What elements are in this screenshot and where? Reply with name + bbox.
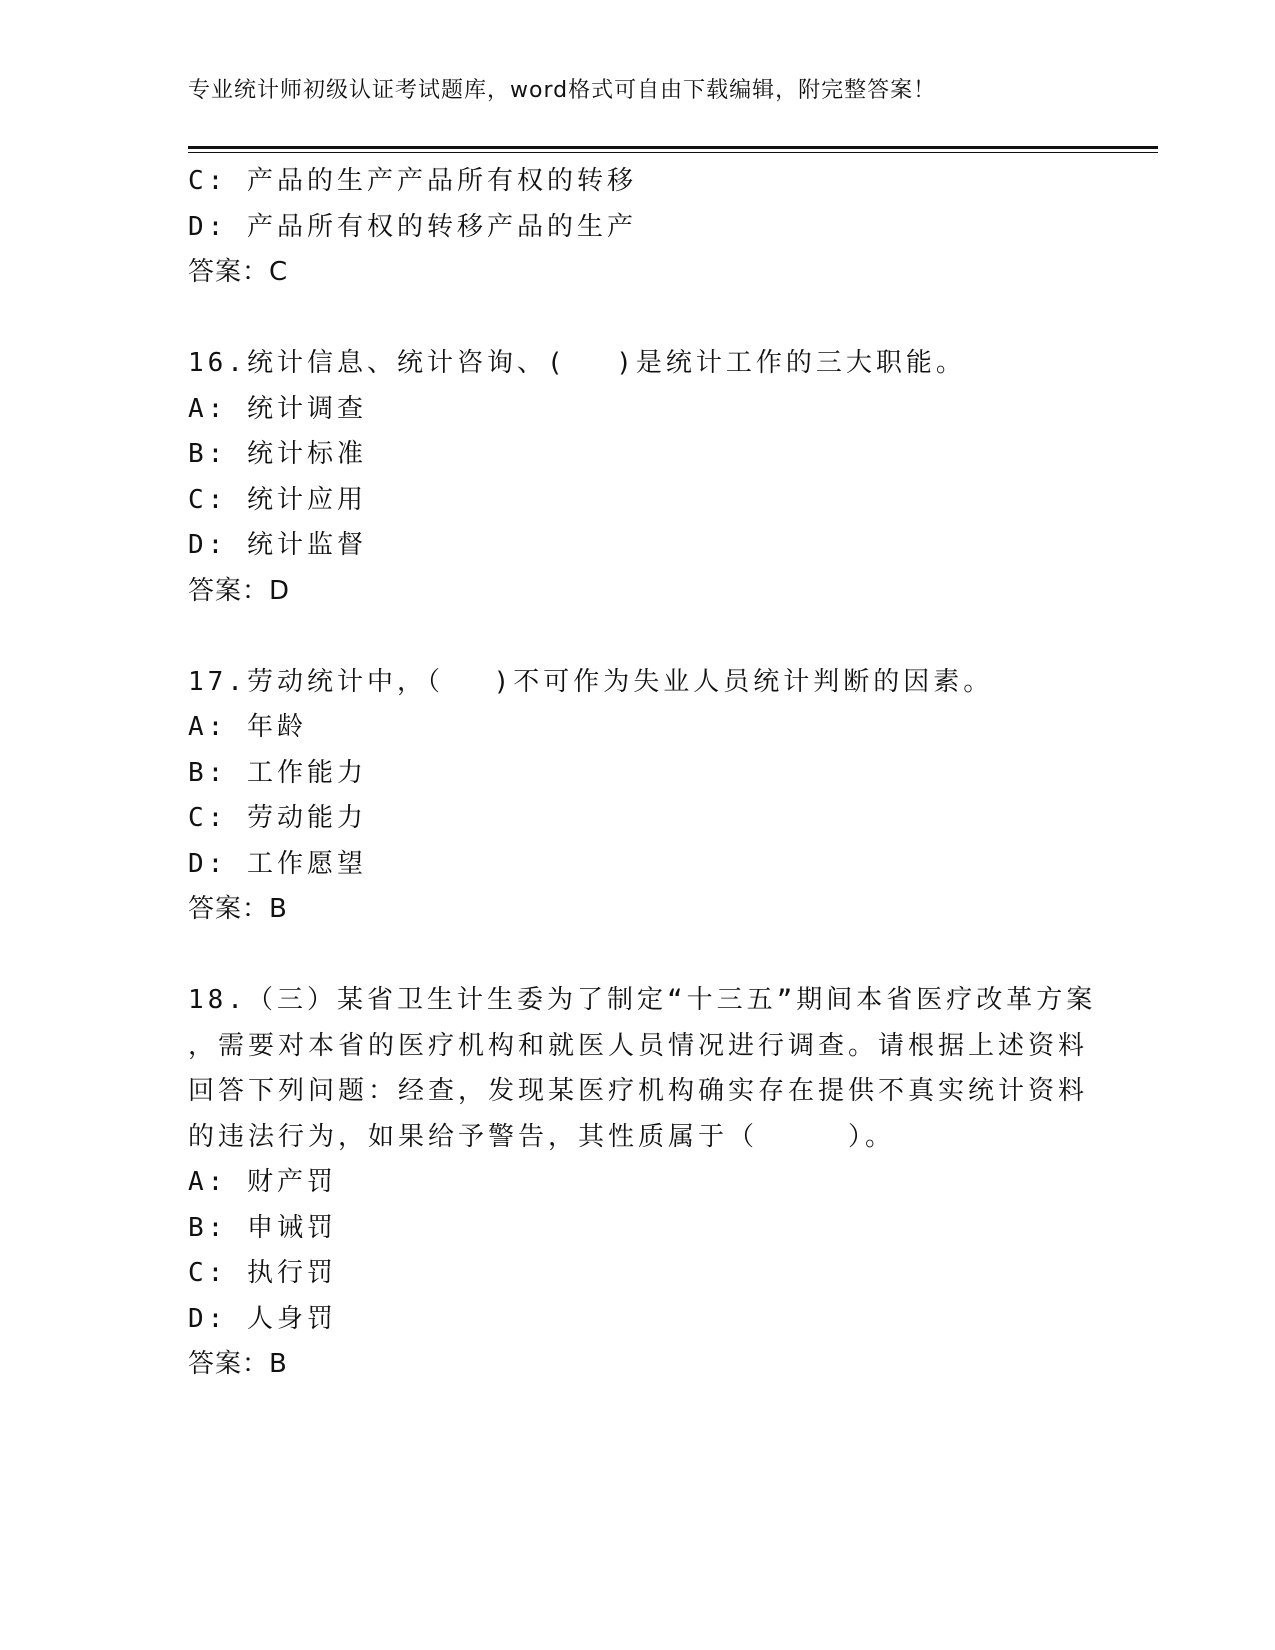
question-block-prev [188, 159, 1088, 296]
header-rule-thick [188, 146, 1158, 149]
spacer [188, 933, 1088, 979]
option-a: A: 年龄 [188, 712, 307, 742]
answer-label: 答案：B [188, 1349, 288, 1379]
question-stem: 16.统计信息、统计咨询、( )是统计工作的三大职能。 [188, 348, 966, 378]
question-stem: 17.劳动统计中，（ )不可作为失业人员统计判断的因素。 [188, 666, 994, 697]
answer-label: 答案：B [188, 894, 288, 924]
question-block-16 [188, 341, 1088, 614]
option-b: B: 统计标准 [188, 439, 367, 469]
question-stem-line-4: 的违法行为，如果给予警告，其性质属于（ ）。 [188, 1121, 896, 1152]
question-stem-line-1: 18.（三）某省卫生计生委为了制定“十三五”期间本省医疗改革方案 [188, 985, 1097, 1015]
answer-label: 答案：D [188, 575, 291, 606]
answer-label: 答案：C [188, 257, 289, 287]
question-stem-line-3: 回答下列问题：经查，发现某医疗机构确实存在提供不真实统计资料 [188, 1076, 1089, 1106]
option-c: C: 产品的生产产品所有权的转移 [188, 166, 637, 196]
option-b: B: 申诫罚 [188, 1212, 337, 1243]
question-stem-line-2: ，需要对本省的医疗机构和就医人员情况进行调查。请根据上述资料 [188, 1030, 1089, 1061]
option-d: D: 统计监督 [188, 530, 367, 560]
option-d: D: 人身罚 [188, 1303, 337, 1334]
spacer [188, 614, 1088, 660]
page-header: 专业统计师初级认证考试题库，word格式可自由下载编辑，附完整答案！ [188, 78, 937, 103]
document-body [188, 159, 1097, 1388]
option-b: B: 工作能力 [188, 757, 367, 788]
header-rule-thin [188, 152, 1158, 153]
question-block-18 [188, 978, 1097, 1388]
question-block-17 [188, 660, 1088, 933]
option-a: A: 统计调查 [188, 393, 367, 424]
option-a: A: 财产罚 [188, 1167, 337, 1197]
option-d: D: 工作愿望 [188, 848, 367, 879]
spacer [188, 296, 1088, 342]
option-c: C: 劳动能力 [188, 803, 367, 833]
option-d: D: 产品所有权的转移产品的生产 [188, 211, 637, 242]
option-c: C: 执行罚 [188, 1258, 337, 1288]
option-c: C: 统计应用 [188, 484, 367, 515]
